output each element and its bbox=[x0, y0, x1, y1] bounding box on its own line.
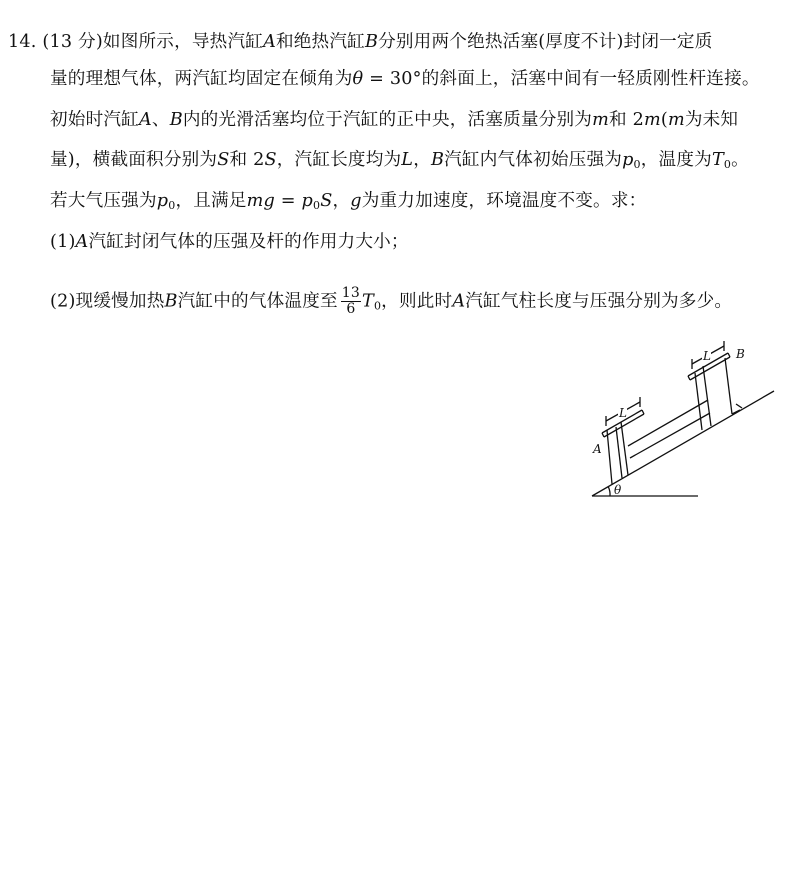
label-l-a: L bbox=[619, 406, 627, 420]
problem-line-2: 量的理想气体，两汽缸均固定在倾角为θ = 30°的斜面上，活塞中间有一轻质刚性杆连接。 bbox=[50, 69, 760, 89]
label-a: A bbox=[593, 442, 602, 456]
problem-line-1: 14. (13 分)如图所示，导热汽缸A和绝热汽缸B分别用两个绝热活塞(厚度不计)封闭一定质 bbox=[8, 32, 713, 52]
label-l-b: L bbox=[703, 349, 711, 363]
problem-number: 14. bbox=[8, 32, 37, 52]
cylinder-a bbox=[602, 410, 644, 484]
question-2: (2)现缓慢加热B汽缸中的气体温度至 $\frac{13}{6}$ $T_0$，则此时A汽缸气柱长度与压强分别为多少。 bbox=[50, 285, 733, 317]
problem-line-4: 量)，横截面积分别为S和 2S，汽缸长度均为L，B汽缸内气体初始压强为$p_0$，温度为$T_0$。 bbox=[50, 150, 749, 171]
problem-points: (13 分) bbox=[42, 32, 103, 52]
problem-line-5: 若大气压强为$p_0$，且满足mg = $p_0S$，g为重力加速度，环境温度不变。求： bbox=[50, 191, 647, 212]
support-tick-2 bbox=[736, 404, 742, 408]
problem-line-3: 初始时汽缸A、B内的光滑活塞均位于汽缸的正中央，活塞质量分别为m和 2m(m为未知 bbox=[50, 110, 739, 130]
rod bbox=[628, 400, 710, 458]
piston-a bbox=[616, 427, 622, 478]
label-b: B bbox=[736, 347, 745, 361]
incline-cylinders-figure bbox=[590, 338, 780, 506]
fraction-13-6: $\frac{13}{6}$ bbox=[341, 285, 361, 317]
angle-arc bbox=[608, 487, 610, 496]
label-theta: θ bbox=[614, 483, 622, 497]
question-1: (1)A汽缸封闭气体的压强及杆的作用力大小； bbox=[50, 232, 409, 252]
